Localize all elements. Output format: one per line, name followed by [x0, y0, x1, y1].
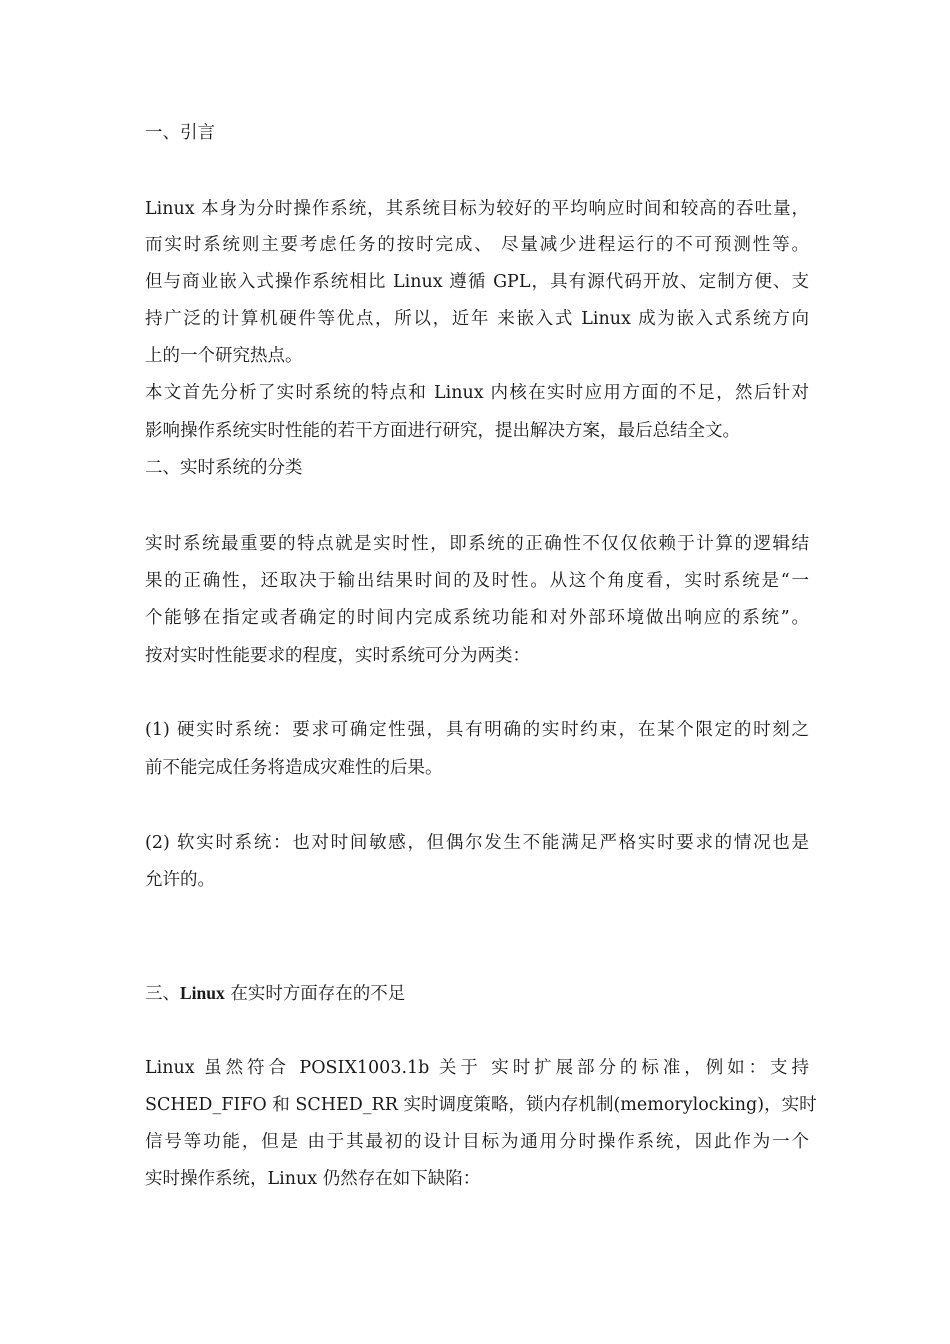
paragraph-line: 本文首先分析了实时系统的特点和 Linux 内核在实时应用方面的不足，然后针对	[145, 383, 809, 403]
paragraph-line: 实时操作系统，Linux 仍然存在如下缺陷：	[145, 1169, 481, 1189]
paragraph-line: 按对实时性能要求的程度，实时系统可分为两类：	[145, 646, 530, 666]
list-item-line: (2) 软实时系统：也对时间敏感，但偶尔发生不能满足严格实时要求的情况也是	[145, 833, 809, 853]
list-item-line: (1) 硬实时系统：要求可确定性强，具有明确的实时约束，在某个限定的时刻之	[145, 720, 809, 740]
paragraph-line: 但与商业嵌入式操作系统相比 Linux 遵循 GPL，具有源代码开放、定制方便、支	[145, 272, 809, 292]
section3-heading-prefix: 三、	[145, 984, 180, 1004]
section3-heading-rest: 在实时方面存在的不足	[224, 984, 406, 1004]
paragraph-line: 而实时系统则主要考虑任务的按时完成、 尽量减少进程运行的不可预测性等。	[145, 235, 809, 255]
paragraph-line: 个能够在指定或者确定的时间内完成系统功能和对外部环境做出响应的系统”。	[145, 608, 809, 628]
section2-heading: 二、实时系统的分类	[145, 458, 303, 478]
list-item-line: 前不能完成任务将造成灾难性的后果。	[145, 758, 443, 778]
paragraph-line: 信号等功能，但是 由于其最初的设计目标为通用分时操作系统，因此作为一个	[145, 1132, 809, 1152]
list-item-line: 允许的。	[145, 870, 215, 890]
paragraph-line: 上的一个研究热点。	[145, 346, 303, 366]
paragraph-line: SCHED_FIFO 和 SCHED_RR 实时调度策略，锁内存机制(memorylocking)，实时	[145, 1095, 817, 1115]
section1-heading: 一、引言	[145, 123, 215, 143]
section3-heading	[145, 982, 809, 1005]
paragraph-line: 持广泛的计算机硬件等优点，所以，近年 来嵌入式 Linux 成为嵌入式系统方向	[145, 309, 809, 329]
paragraph-line: 果的正确性，还取决于输出结果时间的及时性。从这个角度看，实时系统是“一	[145, 571, 809, 591]
paragraph-line: Linux 虽然符合 POSIX1003.1b 关于 实时扩展部分的标准，例如：支持	[145, 1058, 809, 1078]
section3-heading-bold: Linux	[180, 983, 225, 1003]
paragraph-line: Linux 本身为分时操作系统，其系统目标为较好的平均响应时间和较高的吞吐量，	[145, 199, 809, 219]
paragraph-line: 实时系统最重要的特点就是实时性，即系统的正确性不仅仅依赖于计算的逻辑结	[145, 534, 809, 554]
paragraph-line: 影响操作系统实时性能的若干方面进行研究，提出解决方案，最后总结全文。	[145, 421, 740, 441]
